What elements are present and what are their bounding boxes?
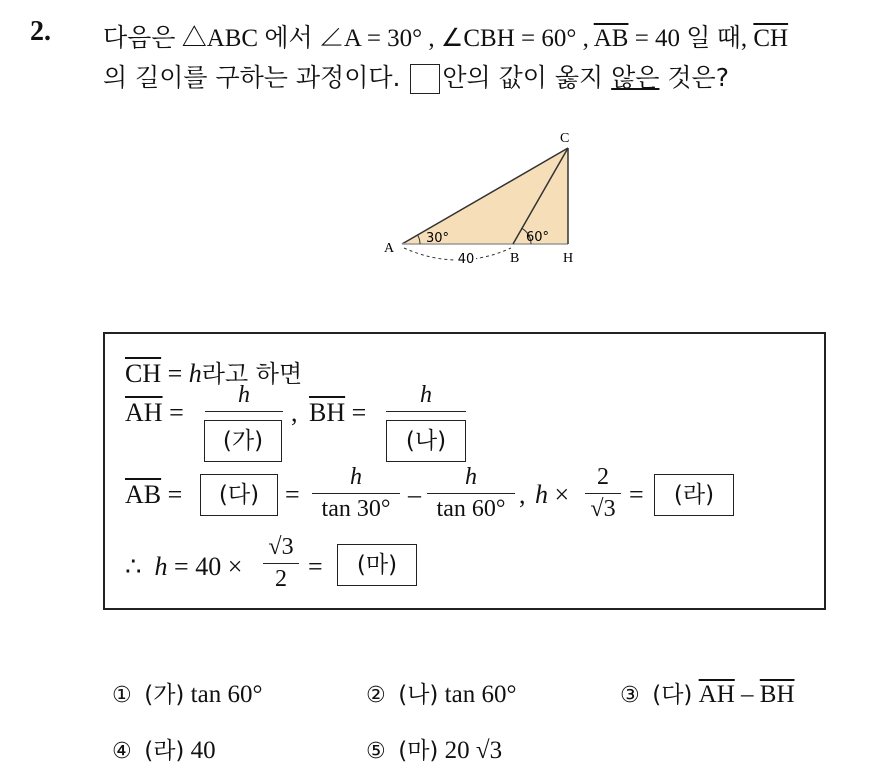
frac-numerator: h	[350, 464, 362, 490]
choice-number: ①	[112, 683, 132, 708]
fraction-2-over-root3	[585, 464, 621, 523]
frac-bar	[427, 493, 515, 494]
vertex-h-label: H	[563, 251, 574, 266]
question-line-2	[103, 58, 729, 94]
comma: ,	[291, 398, 298, 427]
frac-bar	[205, 411, 283, 412]
length-ab-label: 40	[457, 252, 475, 267]
underlined-word: 않은	[611, 63, 660, 92]
choice-value: tan 60°	[444, 681, 517, 708]
segment-ch: $\overline{CH}$	[753, 25, 789, 52]
choice-number: ⑤	[366, 739, 386, 764]
phrase-let: 라고 하면	[201, 360, 303, 388]
question-line2-part2: 안의 값이 옳지	[442, 63, 612, 92]
equals-sign: =	[161, 359, 189, 388]
choice-value-bh: $\overline{BH}$	[759, 681, 795, 708]
slot-ma: (마)	[337, 544, 417, 586]
vertex-a-label: A	[384, 241, 395, 256]
segment-ab: $\overline{AB}$	[593, 25, 629, 52]
choice-label: (나)	[398, 682, 439, 708]
var-h: h	[154, 552, 168, 581]
choice-number: ④	[112, 739, 132, 764]
angle-b-label: 60°	[526, 230, 550, 245]
choice-1[interactable]	[112, 676, 262, 709]
choice-value: 20 √3	[444, 737, 503, 764]
fraction-h-over-na	[386, 382, 466, 414]
choice-2[interactable]	[366, 676, 516, 709]
segment-bh: $\overline{BH}$ =	[309, 398, 367, 427]
vertex-b-label: B	[510, 251, 520, 266]
fraction-h-over-tan60	[427, 464, 515, 523]
segment-ah: $\overline{AH}$ =	[125, 398, 184, 427]
segment-ab: $\overline{AB}$ =	[125, 480, 183, 509]
slot-ra: (라)	[654, 474, 734, 516]
var-h: h	[188, 359, 202, 388]
frac-numerator: h	[420, 382, 432, 408]
choice-3[interactable]	[620, 676, 795, 709]
choice-label: (마)	[398, 738, 439, 764]
segment-ch: $\overline{CH}$	[125, 359, 162, 388]
minus-sign: –	[408, 480, 421, 509]
choice-label: (가)	[144, 682, 185, 708]
frac-denominator: 2	[275, 566, 287, 592]
slot-da: (다)	[200, 474, 278, 516]
choice-number: ③	[620, 683, 640, 708]
triangle-figure	[370, 120, 600, 270]
frac-numerator: h	[238, 382, 250, 408]
choice-4[interactable]	[112, 732, 216, 765]
solution-line-4	[125, 552, 242, 582]
equals-sign: =	[308, 552, 323, 581]
equals-sign: =	[629, 480, 644, 509]
question-line1-part1: 다음은 △ABC 에서 ∠A = 30° , ∠CBH = 60° ,	[103, 25, 594, 52]
choice-label: (라)	[144, 738, 185, 764]
solution-box	[103, 332, 826, 610]
choice-5[interactable]	[366, 732, 502, 765]
comma: ,	[519, 480, 526, 509]
equals-sign: =	[285, 480, 300, 509]
blank-box-icon	[410, 64, 440, 94]
frac-bar	[263, 563, 299, 564]
frac-bar	[386, 411, 466, 412]
question-line2-part3: 것은?	[659, 63, 729, 92]
choice-value: tan 60°	[190, 681, 263, 708]
question-line2-part1: 의 길이를 구하는 과정이다.	[103, 63, 409, 92]
angle-a-label: 30°	[426, 231, 450, 246]
question-number: 2.	[30, 16, 51, 47]
frac-denominator: tan 60°	[436, 496, 506, 522]
frac-denominator: √3	[590, 496, 616, 522]
choice-label: (다)	[652, 682, 693, 708]
question-line-1	[103, 18, 788, 54]
choice-value-ah: $\overline{AH}$	[698, 681, 735, 708]
vertex-c-label: C	[560, 131, 570, 146]
fraction-h-over-tan30	[312, 464, 400, 523]
frac-numerator: 2	[597, 464, 609, 490]
fraction-root3-over-2	[263, 534, 299, 593]
slot-na: (나)	[386, 420, 466, 462]
frac-numerator: h	[465, 464, 477, 490]
therefore-sign: ∴	[125, 552, 142, 581]
h-times: h ×	[535, 480, 570, 509]
question-line1-part2: = 40 일 때,	[628, 25, 754, 52]
equals-40-times: = 40 ×	[167, 552, 243, 581]
frac-bar	[585, 493, 621, 494]
choice-number: ②	[366, 683, 386, 708]
frac-denominator: tan 30°	[321, 496, 391, 522]
slot-ga: (가)	[204, 420, 282, 462]
fraction-h-over-ga	[205, 382, 283, 414]
choice-op: –	[734, 681, 760, 708]
choice-value: 40	[190, 737, 216, 764]
frac-numerator: √3	[268, 534, 294, 560]
frac-bar	[312, 493, 400, 494]
